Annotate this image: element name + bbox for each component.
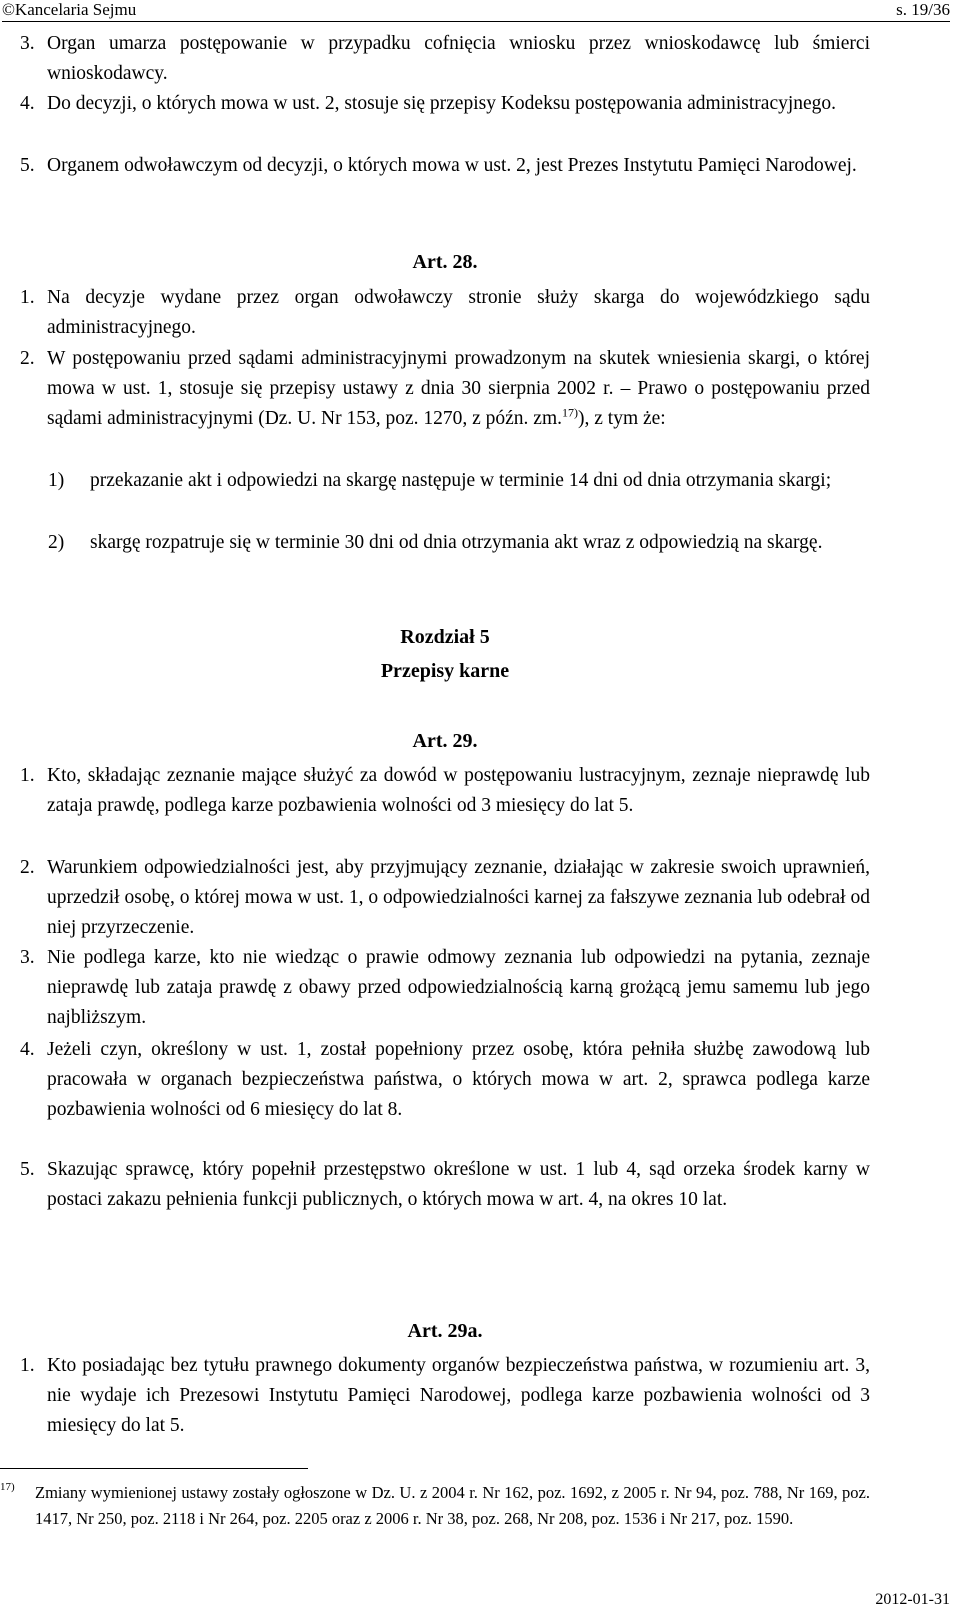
paragraph-number: 1. [20,1355,35,1376]
art29-paragraph-3 [20,943,870,1033]
item-text: przekazanie akt i odpowiedzi na skargę następuje w terminie 14 dni od dnia otrzymania skargi; [90,470,832,491]
art29-paragraph-1 [20,761,870,821]
paragraph-text: Nie podlega karze, kto nie wiedząc o prawie odmowy zeznania lub odpowiedzi na pytania, zeznaje nieprawdę lub zataja prawdę z obawy przed odpowiedzialnością karną grożącą jemu samemu lub jego najbliższym. [47,947,870,1028]
article-29a-title: Art. 29a. [407,1320,483,1342]
art29-paragraph-2 [20,853,870,943]
paragraph-text: Organ umarza postępowanie w przypadku cofnięcia wniosku przez wnioskodawcę lub śmierci wnioskodawcy. [47,33,870,84]
paragraph-number: 1. [20,765,35,786]
paragraph-text: Do decyzji, o których mowa w ust. 2, stosuje się przepisy Kodeksu postępowania administracyjnego. [47,93,837,114]
chapter-title: Rozdział 5 [400,626,490,648]
footnote-number: 17) [0,1481,15,1493]
paragraph-text: Na decyzje wydane przez organ odwoławczy stronie służy skarga do wojewódzkiego sądu administracyjnego. [47,287,870,338]
paragraph-3 [20,29,870,89]
paragraph-number: 4. [20,1039,35,1060]
art29a-paragraph-1 [20,1351,870,1441]
article-29-title: Art. 29. [412,730,478,752]
paragraph-text: Warunkiem odpowiedzialności jest, aby przyjmujący zeznanie, działając w zakresie swoich uprawnień, uprzedził osobę, o której mowa w ust. 1, o odpowiedzialności karnej za fałszywe zeznania lub odebrał od niej przyrzeczenie. [47,857,870,938]
paragraph-text: Skazując sprawcę, który popełnił przestępstwo określone w ust. 1 lub 4, sąd orzeka środek karny w postaci zakazu pełnienia funkcji publicznych, o których mowa w art. 4, na okres 10 lat. [47,1159,870,1210]
item-text: skargę rozpatruje się w terminie 30 dni od dnia otrzymania akt wraz z odpowiedzią na skargę. [90,532,823,553]
paragraph-5 [20,151,870,181]
footer-date: 2012-01-31 [875,1591,950,1608]
page-header [2,0,950,22]
footnote-ref[interactable]: 17) [562,405,579,420]
art29-paragraph-4 [20,1035,870,1125]
art28-item-2 [20,528,870,558]
header-page-number: s. 19/36 [896,0,950,19]
art28-paragraph-1 [20,283,870,343]
header-rule [2,21,950,22]
paragraph-text-tail: ), z tym że: [578,408,666,429]
paragraph-number: 5. [20,155,35,176]
paragraph-number: 5. [20,1159,35,1180]
paragraph-number: 3. [20,33,35,54]
art28-paragraph-2 [20,344,870,434]
paragraph-number: 3. [20,947,35,968]
paragraph-text: Kto posiadając bez tytułu prawnego dokumenty organów bezpieczeństwa państwa, w rozumieniu art. 3, nie wydaje ich Prezesowi Instytutu Pamięci Narodowej, podlega karze pozbawienia wolności od 3 miesięcy do lat 5. [47,1355,870,1436]
article-28-title: Art. 28. [412,251,478,273]
chapter-subtitle: Przepisy karne [380,660,510,682]
art29-paragraph-5 [20,1155,870,1215]
art28-item-1 [20,466,870,496]
paragraph-text: W postępowaniu przed sądami administracyjnymi prowadzonym na skutek wniesienia skargi, o której mowa w ust. 1, stosuje się przepisy ustawy z dnia 30 sierpnia 2002 r. – Prawo o postępowaniu przed sądami administracyjnymi (Dz. U. Nr 153, poz. 1270, z późn. zm. [47,348,870,429]
paragraph-text: Jeżeli czyn, określony w ust. 1, został popełniony przez osobę, która pełniła służbę zawodową lub pracowała w organach bezpieczeństwa państwa, o których mowa w art. 2, sprawca podlega karze pozbawienia wolności od 6 miesięcy do lat 8. [47,1039,870,1120]
footnote-text: Zmiany wymienionej ustawy zostały ogłoszone w Dz. U. z 2004 r. Nr 162, poz. 1692, z 2005 r. Nr 94, poz. 788, Nr 169, poz. 1417, Nr 250, poz. 2118 i Nr 264, poz. 2205 oraz z 2006 r. Nr 38, poz. 268, Nr 208, poz. 1536 i Nr 217, poz. 1590. [35,1483,870,1528]
paragraph-text: Kto, składając zeznanie mające służyć za dowód w postępowaniu lustracyjnym, zeznaje nieprawdę lub zataja prawdę, podlega karze pozbawienia wolności od 3 miesięcy do lat 5. [47,765,870,816]
paragraph-4 [20,89,870,119]
paragraph-number: 2. [20,348,35,369]
paragraph-number: 4. [20,93,35,114]
item-number: 1) [48,470,65,491]
item-number: 2) [48,532,65,553]
header-source: ©Kancelaria Sejmu [2,0,137,19]
paragraph-number: 2. [20,857,35,878]
paragraph-text: Organem odwoławczym od decyzji, o których mowa w ust. 2, jest Prezes Instytutu Pamięci Narodowej. [47,155,857,176]
footnote-rule [0,1468,308,1469]
paragraph-number: 1. [20,287,35,308]
